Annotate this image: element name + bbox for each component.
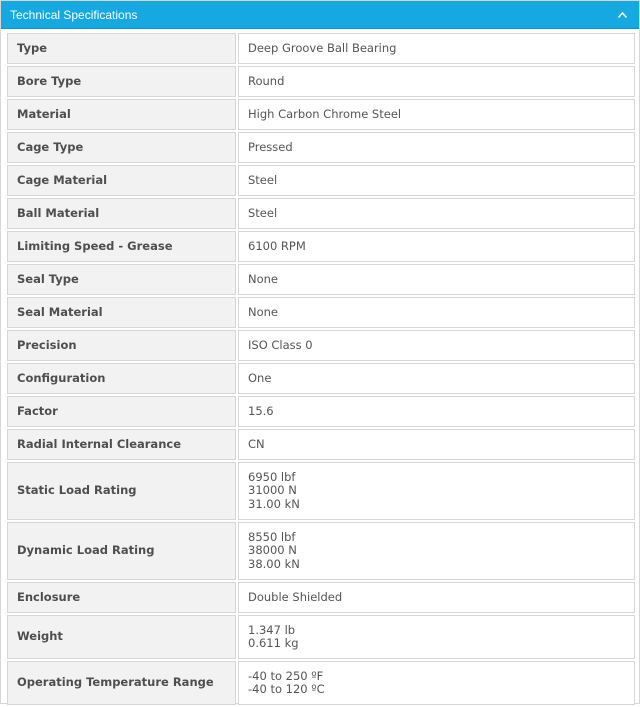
spec-label: Configuration xyxy=(7,363,236,394)
spec-value xyxy=(238,396,635,427)
spec-value-line: 38000 N xyxy=(248,543,297,558)
spec-label: Cage Type xyxy=(7,132,236,163)
spec-value xyxy=(238,297,635,328)
spec-label: Enclosure xyxy=(7,582,236,613)
spec-value xyxy=(238,330,635,361)
spec-row xyxy=(7,231,635,262)
spec-row xyxy=(7,615,635,659)
spec-value xyxy=(238,264,635,295)
spec-value xyxy=(238,522,635,580)
spec-value-line: Double Shielded xyxy=(248,589,343,604)
spec-table xyxy=(5,31,637,707)
spec-label: Operating Temperature Range xyxy=(7,661,236,705)
spec-label: Factor xyxy=(7,396,236,427)
spec-value xyxy=(238,462,635,520)
spec-value-line: One xyxy=(248,370,272,385)
spec-label: Type xyxy=(7,33,236,64)
spec-row xyxy=(7,429,635,460)
spec-value xyxy=(238,132,635,163)
spec-value xyxy=(238,429,635,460)
spec-value xyxy=(238,231,635,262)
spec-row xyxy=(7,330,635,361)
spec-row xyxy=(7,462,635,520)
spec-value-line: 6100 RPM xyxy=(248,238,306,253)
spec-label: Limiting Speed - Grease xyxy=(7,231,236,262)
panel-title: Technical Specifications xyxy=(10,7,138,22)
spec-label: Bore Type xyxy=(7,66,236,97)
spec-label: Ball Material xyxy=(7,198,236,229)
spec-label: Dynamic Load Rating xyxy=(7,522,236,580)
spec-value-line: Steel xyxy=(248,172,278,187)
spec-label: Seal Type xyxy=(7,264,236,295)
spec-row xyxy=(7,396,635,427)
spec-label: Radial Internal Clearance xyxy=(7,429,236,460)
spec-value-line: Deep Groove Ball Bearing xyxy=(248,40,397,55)
spec-value xyxy=(238,66,635,97)
spec-value xyxy=(238,198,635,229)
spec-value-line: -40 to 120 ºC xyxy=(248,682,325,696)
spec-row xyxy=(7,33,635,64)
spec-value-line: -40 to 250 ºF xyxy=(248,668,324,683)
spec-row xyxy=(7,661,635,705)
spec-row xyxy=(7,66,635,97)
spec-value-line: 1.347 lb xyxy=(248,622,296,637)
spec-value-line: Steel xyxy=(248,205,278,220)
spec-label: Seal Material xyxy=(7,297,236,328)
spec-row xyxy=(7,522,635,580)
spec-value xyxy=(238,582,635,613)
spec-value-line: None xyxy=(248,271,279,286)
spec-value-line: CN xyxy=(248,436,265,451)
spec-value-line: 15.6 xyxy=(248,403,274,418)
spec-row xyxy=(7,165,635,196)
spec-label: Cage Material xyxy=(7,165,236,196)
spec-value-line: Pressed xyxy=(248,139,293,154)
spec-value-line: Round xyxy=(248,73,285,88)
spec-value-line: ISO Class 0 xyxy=(248,337,313,352)
spec-row xyxy=(7,264,635,295)
spec-value-line: 31.00 kN xyxy=(248,496,300,511)
spec-value xyxy=(238,33,635,64)
spec-value xyxy=(238,661,635,705)
spec-value xyxy=(238,615,635,659)
spec-row xyxy=(7,363,635,394)
spec-label: Weight xyxy=(7,615,236,659)
spec-row xyxy=(7,582,635,613)
spec-label: Material xyxy=(7,99,236,130)
spec-label: Precision xyxy=(7,330,236,361)
chevron-up-icon[interactable] xyxy=(615,8,629,22)
spec-value-line: 31000 N xyxy=(248,483,297,498)
spec-label: Static Load Rating xyxy=(7,462,236,520)
panel-header[interactable] xyxy=(1,1,639,29)
spec-value-line: None xyxy=(248,304,279,319)
spec-row xyxy=(7,132,635,163)
spec-row xyxy=(7,99,635,130)
spec-value xyxy=(238,165,635,196)
spec-value-line: 8550 lbf xyxy=(248,529,296,544)
spec-value-line: 6950 lbf xyxy=(248,469,296,484)
spec-value-line: 0.611 kg xyxy=(248,636,299,650)
spec-value-line: 38.00 kN xyxy=(248,556,300,571)
spec-row xyxy=(7,198,635,229)
spec-row xyxy=(7,297,635,328)
spec-value xyxy=(238,363,635,394)
spec-value-line: High Carbon Chrome Steel xyxy=(248,106,402,121)
spec-value xyxy=(238,99,635,130)
